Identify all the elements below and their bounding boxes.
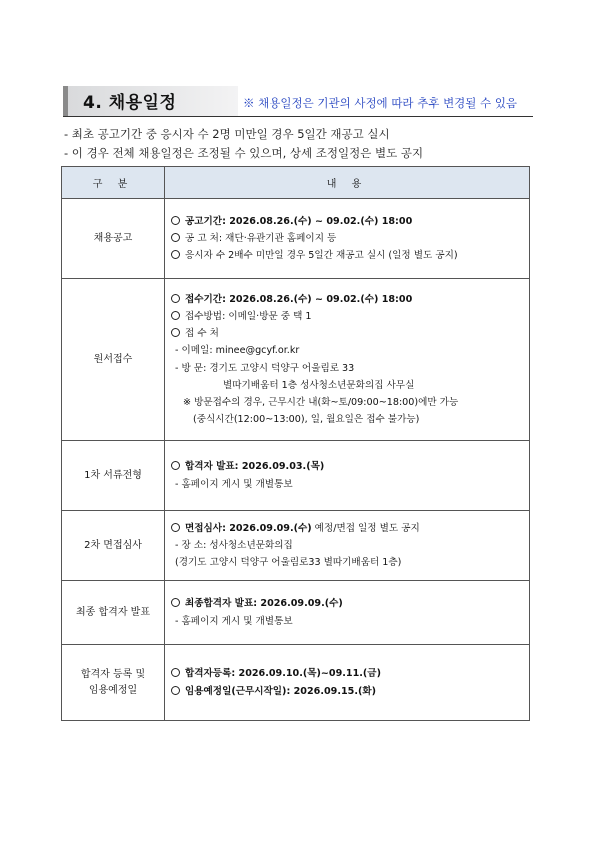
header-category: 구 분 xyxy=(62,167,165,199)
detail-text: 접수방법: 이메일·방문 중 택 1 xyxy=(185,310,312,322)
row-details xyxy=(165,199,530,279)
row-category: 1차 서류전형 xyxy=(62,441,165,511)
table-row xyxy=(62,511,530,581)
detail-suffix: 예정/면접 일정 별도 공지 xyxy=(311,522,420,534)
detail-line xyxy=(171,665,529,682)
detail-line xyxy=(171,377,529,394)
detail-line xyxy=(171,394,529,411)
detail-text: 임용예정일(근무시작일): 2026.09.15.(화) xyxy=(185,685,376,697)
row-details xyxy=(165,441,530,511)
detail-text: 합격자등록: 2026.09.10.(목)~09.11.(금) xyxy=(185,668,381,680)
row-category: 원서접수 xyxy=(62,279,165,441)
bullet-circle-icon xyxy=(171,523,180,532)
detail-line xyxy=(171,291,529,308)
bullet-circle-icon xyxy=(171,598,180,607)
detail-text: 공 고 처: 재단·유관기관 홈페이지 등 xyxy=(185,232,337,244)
row-category: 2차 면접심사 xyxy=(62,511,165,581)
row-details xyxy=(165,581,530,645)
table-row xyxy=(62,199,530,279)
detail-text: ※ 방문접수의 경우, 근무시간 내(화~토/09:00~18:00)에만 가능 xyxy=(183,396,459,408)
detail-line xyxy=(171,595,529,612)
detail-line xyxy=(171,520,529,537)
detail-line xyxy=(171,458,529,475)
detail-line xyxy=(171,308,529,325)
header-content: 내 용 xyxy=(165,167,530,199)
detail-line xyxy=(171,325,529,342)
detail-line xyxy=(171,213,529,230)
row-details xyxy=(165,279,530,441)
section-title: 4. 채용일정 xyxy=(83,93,177,113)
heading-underline xyxy=(63,116,533,117)
table-row xyxy=(62,645,530,721)
section-heading xyxy=(63,86,533,116)
bullet-circle-icon xyxy=(171,668,180,677)
bullet-circle-icon xyxy=(171,216,180,225)
bullet-circle-icon xyxy=(171,311,180,320)
detail-line xyxy=(171,554,529,571)
row-details xyxy=(165,645,530,721)
detail-text: (중식시간(12:00~13:00), 일, 월요일은 접수 불가능) xyxy=(193,414,420,426)
detail-line xyxy=(171,342,529,359)
detail-text: 접 수 처 xyxy=(185,328,219,340)
detail-text: - 홈페이지 게시 및 개별통보 xyxy=(175,615,293,627)
detail-text: 공고기간: 2026.08.26.(수) ~ 09.02.(수) 18:00 xyxy=(185,215,413,227)
bullet-circle-icon xyxy=(171,328,180,337)
row-category: 채용공고 xyxy=(62,199,165,279)
detail-text: - 장 소: 성사청소년문화의집 xyxy=(175,539,293,551)
detail-text: (경기도 고양시 덕양구 어울림로33 별따기배움터 1층) xyxy=(175,557,402,569)
detail-text: - 이메일: minee@gcyf.or.kr xyxy=(175,345,300,357)
schedule-table xyxy=(61,166,530,721)
bullet-circle-icon xyxy=(171,294,180,303)
detail-text: - 홈페이지 게시 및 개별통보 xyxy=(175,478,293,490)
row-category: 최종 합격자 발표 xyxy=(62,581,165,645)
bullet-circle-icon xyxy=(171,250,180,259)
detail-line xyxy=(171,683,529,700)
detail-line xyxy=(171,476,529,493)
table-header-row xyxy=(62,167,530,199)
row-details xyxy=(165,511,530,581)
detail-text: 별따기배움터 1층 성사청소년문화의집 사무실 xyxy=(223,379,415,391)
detail-text: 접수기간: 2026.08.26.(수) ~ 09.02.(수) 18:00 xyxy=(185,293,413,305)
detail-text: 면접심사: 2026.09.09.(수) xyxy=(185,522,312,534)
bullet-circle-icon xyxy=(171,686,180,695)
detail-text: - 방 문: 경기도 고양시 덕양구 어울림로 33 xyxy=(175,362,355,374)
detail-line xyxy=(171,230,529,247)
row-category: 합격자 등록 및 임용예정일 xyxy=(62,645,165,721)
table-row xyxy=(62,279,530,441)
detail-line xyxy=(171,360,529,377)
intro-line-1: - 최초 공고기간 중 응시자 수 2명 미만일 경우 5일간 재공고 실시 xyxy=(64,127,390,141)
detail-text: 합격자 발표: 2026.09.03.(목) xyxy=(185,461,325,473)
detail-text: 응시자 수 2배수 미만일 경우 5일간 재공고 실시 (일정 별도 공지) xyxy=(185,250,458,262)
bullet-circle-icon xyxy=(171,461,180,470)
intro-line-2: - 이 경우 전체 채용일정은 조정될 수 있으며, 상세 조정일정은 별도 공지 xyxy=(64,146,424,160)
detail-line xyxy=(171,411,529,428)
table-row xyxy=(62,581,530,645)
detail-line xyxy=(171,537,529,554)
detail-line xyxy=(171,613,529,630)
section-note: ※ 채용일정은 기관의 사정에 따라 추후 변경될 수 있음 xyxy=(243,96,518,110)
detail-line xyxy=(171,247,529,264)
table-row xyxy=(62,441,530,511)
bullet-circle-icon xyxy=(171,233,180,242)
detail-text: 최종합격자 발표: 2026.09.09.(수) xyxy=(185,598,343,610)
